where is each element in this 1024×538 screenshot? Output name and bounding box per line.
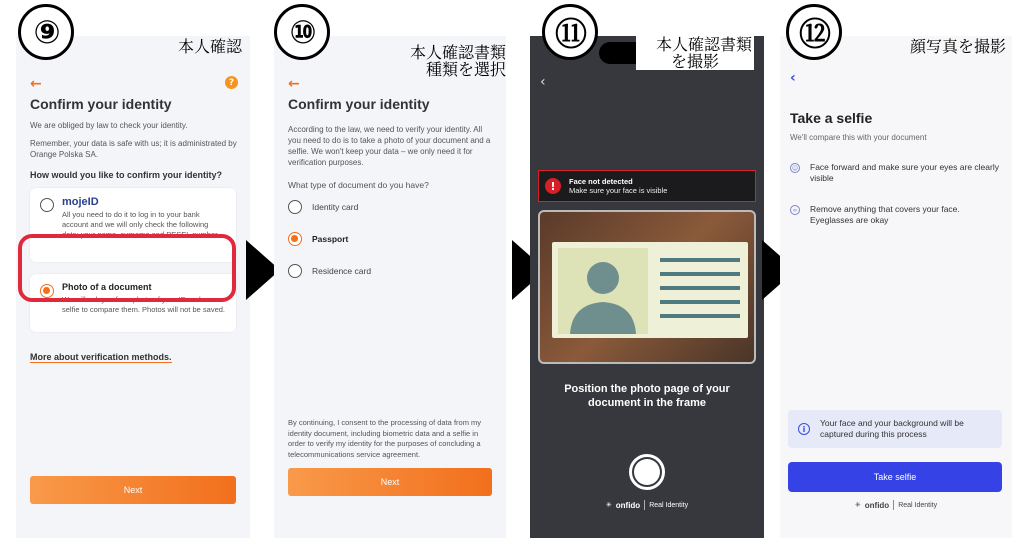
next-button[interactable]: Next: [30, 476, 236, 504]
info-icon: i: [798, 423, 810, 435]
step-caption-11-line2: を撮影: [670, 52, 719, 71]
onfido-logo-icon: ✳: [605, 502, 612, 509]
brand-divider: [644, 500, 645, 510]
id-card-illustration: [552, 242, 748, 338]
selfie-tip-2: [790, 204, 1002, 226]
intro-text: We are obliged by law to check your identity.: [30, 121, 188, 130]
data-safety-text: Remember, your data is safe with us; it is administrated by Orange Polska SA.: [30, 139, 237, 159]
info-banner: [788, 410, 1002, 448]
back-arrow-icon[interactable]: ←: [30, 76, 42, 92]
radio-identity-card[interactable]: [288, 200, 302, 214]
selfie-tip-1: [790, 162, 1002, 184]
screen-document-type: [274, 36, 506, 538]
onfido-branding: [530, 500, 764, 510]
step-number-10: ⑩: [274, 4, 330, 60]
info-text: Your face and your background will be captured during this process: [820, 418, 964, 439]
take-selfie-button[interactable]: Take selfie: [788, 462, 1002, 492]
back-chevron-icon[interactable]: ‹: [790, 70, 796, 86]
help-icon[interactable]: ?: [225, 76, 238, 89]
photo-document-description: We will ask you for a photo of your ID and a selfie to compare them. Photos will not be saved.: [62, 295, 226, 314]
intro-text: According to the law, we need to verify your identity. All you need to do is to take a photo of your document and a selfie. We won't keep your data – we only need it for verification purposes.: [288, 125, 491, 167]
radio-passport[interactable]: [288, 232, 302, 246]
mojeid-description: All you need to do it to log in to your bank account and we will only check the following data: your name, surname and PESEL number.: [62, 210, 220, 239]
id-photo-placeholder-icon: [558, 248, 648, 334]
page-title: Confirm your identity: [30, 96, 172, 112]
step-number-12: ⑫: [786, 4, 842, 60]
brand-name: onfido: [864, 500, 890, 510]
option-passport[interactable]: [288, 232, 348, 246]
tip-text: Remove anything that covers your face. Eyeglasses are okay: [810, 204, 960, 225]
tip-text: Face forward and make sure your eyes are clearly visible: [810, 162, 999, 183]
document-question: What type of document do you have?: [288, 180, 429, 190]
brand-tagline: Real Identity: [898, 501, 938, 509]
screen-document-capture: [530, 36, 764, 538]
face-not-detected-alert: [538, 170, 756, 202]
alert-text: Make sure your face is visible: [569, 186, 668, 195]
face-icon: ☺: [791, 164, 799, 172]
brand-divider: [893, 500, 894, 510]
next-button[interactable]: Next: [288, 468, 492, 496]
document-frame: [538, 210, 756, 364]
id-text-line: [660, 258, 740, 262]
id-text-line: [660, 272, 740, 276]
back-chevron-icon[interactable]: ‹: [540, 74, 546, 90]
option-residence-card[interactable]: [288, 264, 371, 278]
step-caption-9: 本人確認: [177, 37, 242, 56]
verification-methods-link[interactable]: More about verification methods.: [30, 352, 172, 362]
step-caption-10-line2: 種類を選択: [425, 60, 506, 79]
step-caption-10: [388, 44, 506, 78]
step-number-9: ⑨: [18, 4, 74, 60]
page-title: Take a selfie: [790, 110, 873, 126]
step-caption-11: [636, 36, 754, 70]
radio-residence-card[interactable]: [288, 264, 302, 278]
shutter-button[interactable]: [629, 454, 665, 490]
id-text-line: [660, 300, 740, 304]
capture-instructions: Position the photo page of your document in the frame: [564, 383, 730, 409]
brand-tagline: Real Identity: [649, 501, 689, 509]
id-text-line: [660, 286, 740, 290]
brand-name: onfido: [615, 500, 641, 510]
step-caption-10-line1: 本人確認書類: [409, 43, 506, 62]
screen-take-selfie: [780, 36, 1012, 538]
option-label: Residence card: [312, 266, 372, 276]
option-label: Passport: [312, 234, 349, 244]
radio-mojeid[interactable]: [40, 198, 54, 212]
highlight-annotation: [18, 234, 236, 302]
step-number-11: ⑪: [542, 4, 598, 60]
option-identity-card[interactable]: [288, 200, 358, 214]
onfido-logo-icon: ✳: [854, 502, 861, 509]
onfido-branding: [780, 500, 1012, 510]
alert-icon: !: [545, 178, 561, 194]
consent-text: By continuing, I consent to the processing of data from my identity document, including biometric data and a selfie in order to verify my identity for the purposes of concluding a telecommunications service agreement.: [288, 418, 482, 459]
back-arrow-icon[interactable]: ←: [288, 76, 300, 92]
method-question: How would you like to confirm your identity?: [30, 170, 223, 180]
alert-title: Face not detected: [569, 177, 633, 186]
glasses-icon: ∞: [790, 205, 800, 215]
step-caption-12: 顔写真を撮影: [909, 37, 1006, 56]
photo-document-title: Photo of a document: [62, 282, 152, 292]
option-label: Identity card: [312, 202, 359, 212]
id-text-line: [660, 314, 740, 318]
page-subtitle: We'll compare this with your document: [790, 133, 927, 142]
page-title: Confirm your identity: [288, 96, 430, 112]
mojeid-logo: mojeID: [62, 196, 99, 208]
step-caption-11-line1: 本人確認書類: [655, 35, 752, 54]
